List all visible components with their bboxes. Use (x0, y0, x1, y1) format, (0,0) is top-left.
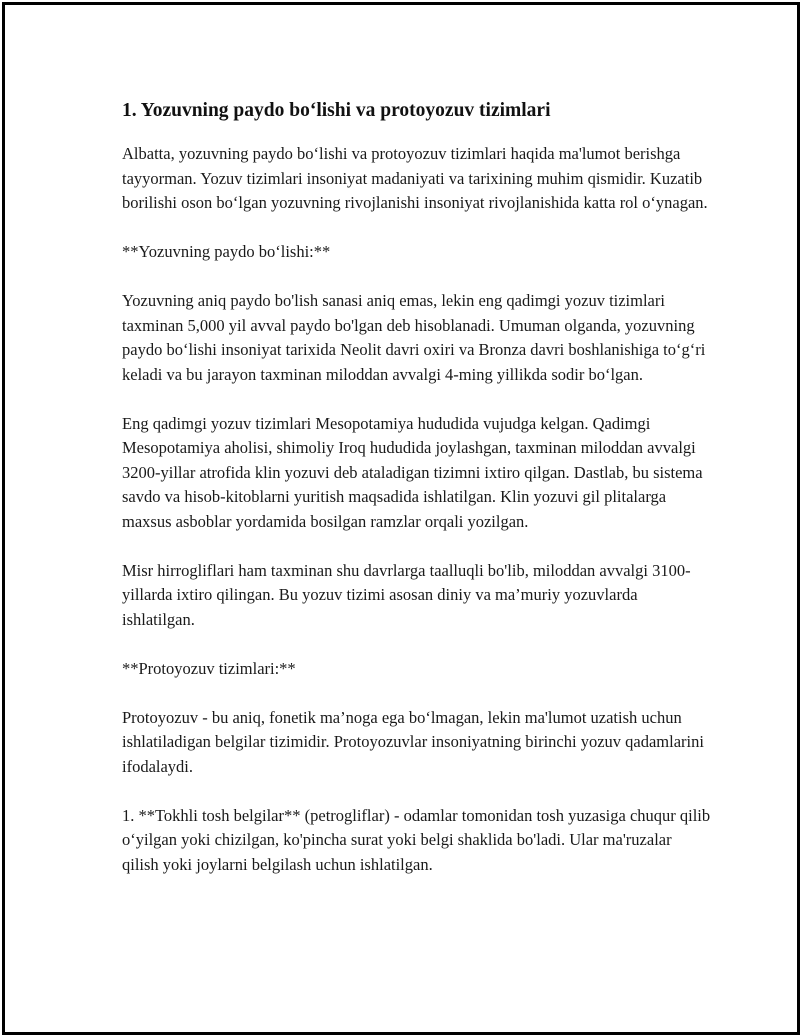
paragraph-heading-protowriting: **Protoyozuv tizimlari:** (122, 658, 296, 678)
paragraph-heading-origin: **Yozuvning paydo bo‘lishi:** (122, 242, 331, 261)
paragraph-origin-date: Yozuvning aniq paydo bo'lish sanasi aniq emas, lekin eng qadimgi yozuv tizimlari taxminan 5,000 yil avval paydo bo'lgan deb hisoblanadi. Umuman olganda, yozuvning paydo bo‘lishi insoniyat tarixida Neolit davri oxiri va Bronza davri boshlanishiga to‘g‘ri keladi va bu jarayon taxminan miloddan avvalgi 4-ming yillikda sodir bo‘lgan. (122, 291, 706, 384)
paragraph-petroglyphs: 1. **Tokhli tosh belgilar** (petrogliflar) - odamlar tomonidan tosh yuzasiga chuqur qilib o‘yilgan yoki chizilgan, ko'pincha surat yoki belgi shaklida bo'ladi. Ular ma'ruzalar qilish yoki joylarni belgilash uchun ishlatilgan. (122, 805, 711, 874)
paragraph-protowriting: Protoyozuv - bu aniq, fonetik ma’noga ega bo‘lmagan, lekin ma'lumot uzatish uchun ishlatiladigan belgilar tizimidir. Protoyozuvlar insoniyatning birinchi yozuv qadamlarini ifodalaydi. (122, 707, 704, 776)
page-frame (2, 2, 800, 1035)
document-title: 1. Yozuvning paydo bo‘lishi va protoyozuv tizimlari (122, 100, 551, 121)
paragraph-intro: Albatta, yozuvning paydo bo‘lishi va protoyozuv tizimlari haqida ma'lumot berishga tayyorman. Yozuv tizimlari insoniyat madaniyati va tarixining muhim qismidir. Kuzatib borilishi oson bo‘lgan yozuvning rivojlanishi insoniyat rivojlanishida katta rol o‘ynagan. (122, 144, 708, 212)
document-body (122, 98, 712, 902)
paragraph-egypt: Misr hirrogliflari ham taxminan shu davrlarga taalluqli bo'lib, miloddan avvalgi 3100-yillarda ixtiro qilingan. Bu yozuv tizimi asosan diniy va ma’muriy yozuvlarda ishlatilgan. (122, 560, 691, 629)
paragraph-mesopotamia: Eng qadimgi yozuv tizimlari Mesopotamiya hududida vujudga kelgan. Qadimgi Mesopotamiya aholisi, shimoliy Iroq hududida joylashgan, taxminan miloddan avvalgi 3200-yillar atrofida klin yozuvi deb ataladigan tizimni ixtiro qilgan. Dastlab, bu sistema savdo va hisob-kitoblarni yuritish maqsadida ishlatilgan. Klin yozuvi gil plitalarga maxsus asboblar yordamida bosilgan ramzlar orqali yozilgan. (122, 413, 703, 531)
